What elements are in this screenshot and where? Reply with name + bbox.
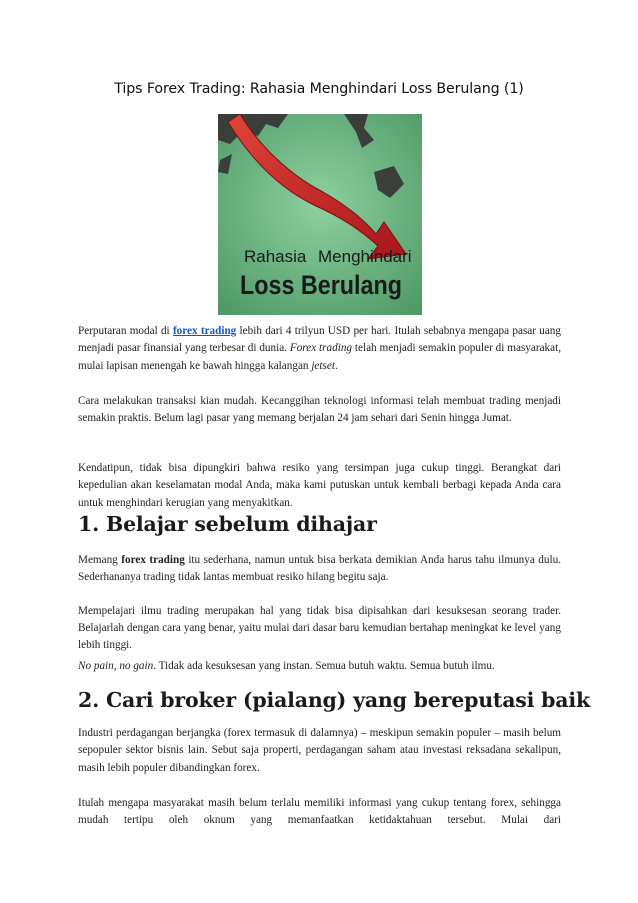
paragraph-3-text: Kendatipun, tidak bisa dipungkiri bahwa resiko yang tersimpan juga cukup tinggi. Berangkat dari kepedulian akan keselamatan modal Anda, maka kami putuskan untuk kembali berbagi kepada Anda cara untuk menghindari kerugian yang menyakitkan. [78, 462, 561, 509]
paragraph-5 [78, 603, 561, 654]
paragraph-8 [78, 795, 561, 830]
p1-text-start: Perputaran modal di [78, 325, 173, 337]
forex-trading-link[interactable]: forex trading [172, 325, 237, 337]
hero-line2: Loss Berulang [240, 270, 402, 300]
p1-text-end: . [334, 359, 338, 372]
p6-text-rest: . Tidak ada kesuksesan yang instan. Semua butuh waktu. Semua butuh ilmu. [153, 660, 495, 672]
document-title: Tips Forex Trading: Rahasia Menghindari Loss Berulang (1) [114, 81, 524, 97]
paragraph-6 [78, 658, 561, 675]
intro-paragraph [78, 323, 561, 375]
paragraph-2-text: Cara melakukan transaksi kian mudah. Kecanggihan teknologi informasi telah membuat trading menjadi semakin praktis. Belum lagi pasar yang memang berjalan 24 jam sehari dari Senin hingga Jumat. [78, 395, 561, 425]
p1-italic-jetset: jetset [311, 359, 335, 372]
hero-line1-left: Rahasia [244, 247, 307, 266]
paragraph-8-text: Itulah mengapa masyarakat masih belum terlalu memiliki informasi yang cukup tentang forex, sehingga mudah tertipu oleh oknum yang memanfaatkan ketidaktahuan tersebut. Mulai dari [78, 797, 561, 827]
p6-italic: No pain, no gain [78, 660, 154, 672]
hero-image [218, 114, 422, 315]
p4-text-rest: itu sederhana, namun untuk bisa berkata demikian Anda harus tahu ilmunya dulu. Sederhananya trading tidak lantas membuat resiko hilang begitu saja. [78, 554, 561, 583]
paragraph-4 [78, 552, 561, 586]
p4-bold-forex: forex trading [121, 554, 185, 566]
paragraph-7 [78, 725, 561, 777]
p1-text-rest: telah menjadi semakin populer di masyarakat, mulai lapisan menengah ke bawah hingga kalangan [78, 342, 561, 372]
section-heading-1: 1. Belajar sebelum dihajar [78, 512, 377, 536]
paragraph-2 [78, 393, 561, 428]
section-heading-2: 2. Cari broker (pialang) yang bereputasi baik [78, 688, 590, 712]
p1-italic-forex: Forex trading [289, 342, 353, 355]
falling-arrow-illustration [218, 114, 422, 315]
p1-text-middle: lebih dari 4 trilyun USD per hari. Itulah sebabnya mengapa pasar uang menjadi pasar finansial yang terbesar di dunia. [78, 325, 561, 355]
paragraph-3 [78, 460, 561, 512]
p4-text-start: Memang [78, 554, 122, 566]
hero-line1-right: Menghindari [318, 247, 412, 266]
paragraph-5-text: Mempelajari ilmu trading merupakan hal yang tidak bisa dipisahkan dari kesuksesan seorang trader. Belajarlah dengan cara yang benar, yaitu mulai dari dasar baru kemudian bertahap meningkat ke level yang lebih tinggi. [78, 605, 561, 651]
paragraph-7-text: Industri perdagangan berjangka (forex termasuk di dalamnya) – meskipun semakin populer – masih belum sepopuler sektor bisnis lain. Sebut saja properti, perdagangan saham atau investasi reksadana sekalipun, masih lebih populer dibandingkan forex. [78, 727, 561, 774]
